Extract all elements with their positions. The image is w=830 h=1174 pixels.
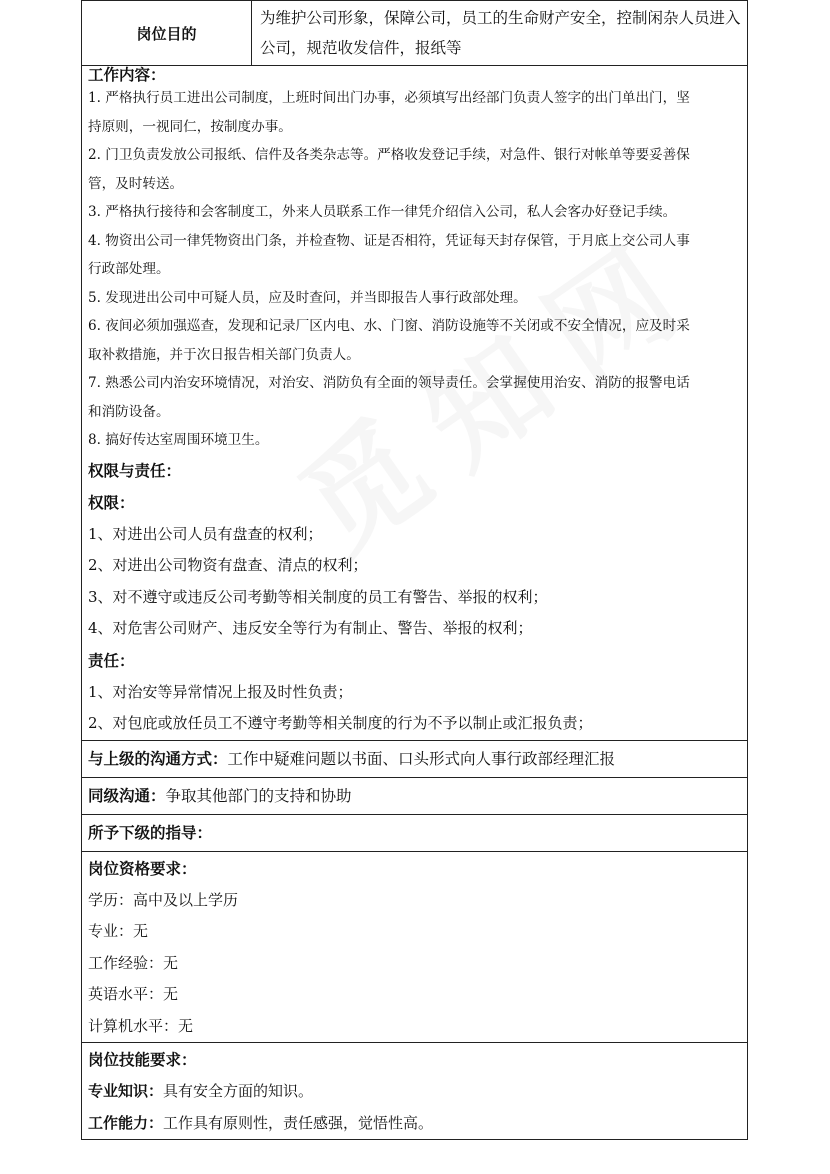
knowledge-label: 专业知识： — [88, 1082, 164, 1100]
skills-ability — [88, 1108, 741, 1140]
superior-row — [82, 740, 748, 777]
duty-line: 持原则，一视同仁，按制度办事。 — [88, 118, 292, 135]
duty-line: 5. 发现进出公司中可疑人员，应及时查问，并当即报告人事行政部处理。 — [88, 289, 527, 306]
duty-line: 行政部处理。 — [88, 261, 170, 277]
peer-cell — [82, 777, 748, 814]
resp-item: 1、对治安等异常情况上报及时性负责； — [88, 682, 353, 701]
rights-item: 1、对进出公司人员有盘查的权利； — [88, 524, 323, 543]
duty-line: 和消防设备。 — [88, 403, 170, 420]
duty-line: 4. 物资出公司一律凭物资出门条，并检查物、证是否相符，凭证每天封存保管，于月底上交公司人事 — [88, 232, 690, 249]
purpose-label: 岗位目的 — [82, 1, 252, 66]
duty-line: 取补救措施，并于次日报告相关部门负责人。 — [88, 346, 360, 363]
skills-row — [82, 1043, 748, 1140]
purpose-text: 为维护公司形象，保障公司，员工的生命财产安全，控制闲杂人员进入公司，规范收发信件，报纸等 — [252, 1, 748, 66]
ability-label: 工作能力： — [88, 1113, 164, 1132]
duties-row — [82, 66, 748, 741]
qualification-item: 英语水平：无 — [88, 985, 179, 1003]
ability-text: 工作具有原则性，责任感强，觉悟性高。 — [163, 1113, 434, 1132]
rights-item: 3、对不遵守或违反公司考勤等相关制度的员工有警告、举报的权利； — [88, 587, 548, 606]
duties-title: 工作内容： — [88, 65, 166, 84]
duty-line: 管，及时转送。 — [88, 175, 184, 192]
duty-line: 2. 门卫负责发放公司报纸、信件及各类杂志等。严格收发登记手续，对急件、银行对帐单等要妥善保 — [88, 147, 690, 163]
qualification-title: 岗位资格要求： — [88, 858, 197, 878]
rights-title: 权限： — [88, 492, 135, 512]
duty-line: 1. 严格执行员工进出公司制度，上班时间出门办事，必须填写出经部门负责人签字的出门单出门，坚 — [88, 90, 690, 106]
rights-item: 4、对危害公司财产、违反安全等行为有制止、警告、举报的权利； — [88, 619, 533, 637]
qualification-cell — [82, 851, 748, 1043]
qualification-item: 学历：高中及以上学历 — [88, 890, 239, 909]
duties-cell — [82, 66, 748, 741]
peer-row — [82, 777, 748, 814]
skills-cell — [82, 1043, 748, 1140]
authority-title: 权限与责任： — [88, 460, 182, 480]
subordinate-cell — [82, 814, 748, 851]
subordinate-label: 所予下级的指导： — [88, 822, 213, 842]
job-description-document — [81, 0, 748, 1140]
qualification-item: 专业：无 — [88, 922, 149, 940]
purpose-row — [82, 1, 748, 66]
qualification-item: 工作经验：无 — [88, 953, 179, 972]
skills-knowledge — [88, 1076, 741, 1108]
peer-label: 同级沟通： — [88, 785, 166, 805]
superior-cell — [82, 740, 748, 777]
duty-line: 8. 搞好传达室周围环境卫生。 — [88, 432, 269, 448]
duty-line: 6. 夜间必须加强巡查，发现和记录厂区内电、水、门窗、消防设施等不关闭或不安全情况，应及时采 — [88, 318, 690, 334]
skills-title: 岗位技能要求： — [88, 1050, 197, 1069]
resp-item: 2、对包庇或放任员工不遵守考勤等相关制度的行为不予以制止或汇报负责； — [88, 714, 593, 732]
superior-text: 工作中疑难问题以书面、口头形式向人事行政部经理汇报 — [227, 749, 616, 768]
knowledge-text: 具有安全方面的知识。 — [163, 1082, 314, 1100]
job-description-table — [81, 0, 748, 1140]
duty-line: 3. 严格执行接待和会客制度工，外来人员联系工作一律凭介绍信入公司，私人会客办好登记手续。 — [88, 204, 677, 220]
peer-text: 争取其他部门的支持和协助 — [165, 786, 352, 805]
rights-item: 2、对进出公司物资有盘查、清点的权利； — [88, 556, 368, 574]
resp-title: 责任： — [88, 650, 135, 670]
qualification-row — [82, 851, 748, 1043]
subordinate-row — [82, 814, 748, 851]
qualification-item: 计算机水平：无 — [88, 1016, 194, 1035]
superior-label: 与上级的沟通方式： — [88, 748, 228, 768]
duty-line: 7. 熟悉公司内治安环境情况，对治安、消防负有全面的领导责任。会掌握使用治安、消防的报警电话 — [88, 375, 690, 391]
